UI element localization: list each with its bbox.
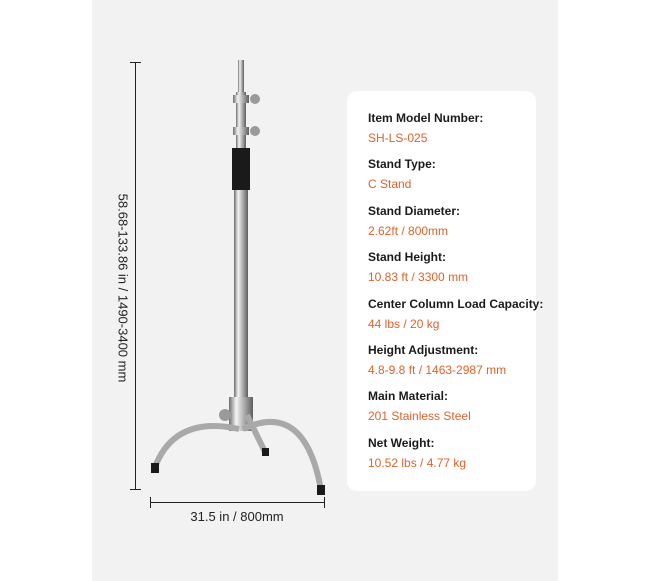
spec-height-adjustment — [368, 343, 506, 378]
spec-value: C Stand — [368, 177, 412, 191]
spec-net-weight — [368, 436, 466, 471]
spec-model-number — [368, 111, 483, 146]
spec-label: Net Weight: — [368, 436, 435, 450]
c-stand-image — [145, 55, 345, 505]
spec-label: Item Model Number: — [368, 111, 484, 125]
spec-stand-type — [368, 157, 436, 192]
height-dimension-tick-top — [130, 62, 141, 63]
spec-value: 201 Stainless Steel — [368, 409, 471, 423]
spec-value: 2.62ft / 800mm — [368, 224, 449, 238]
spec-value: 10.52 lbs / 4.77 kg — [368, 456, 467, 470]
spec-label: Stand Type: — [368, 157, 436, 171]
width-dimension-tick-left — [150, 497, 151, 508]
spec-card — [347, 91, 544, 491]
spec-label: Stand Diameter: — [368, 204, 461, 218]
width-dimension-tick-right — [324, 497, 325, 508]
spec-label: Stand Height: — [368, 250, 446, 264]
spec-value: 44 lbs / 20 kg — [368, 317, 440, 331]
height-dimension-tick-bottom — [130, 489, 141, 490]
height-dimension-label: 58.68-133.86 in / 1490-3400 mm — [115, 193, 131, 383]
spec-label: Main Material: — [368, 389, 449, 403]
spec-load-capacity — [368, 297, 543, 332]
width-dimension-label: 31.5 in / 800mm — [190, 509, 284, 524]
spec-stand-height — [368, 250, 468, 285]
spec-stand-diameter — [368, 204, 460, 239]
spec-label: Height Adjustment: — [368, 343, 479, 357]
width-dimension-line — [150, 502, 325, 503]
spec-label: Center Column Load Capacity: — [368, 297, 544, 311]
spec-value: 4.8-9.8 ft / 1463-2987 mm — [368, 363, 507, 377]
spec-value: 10.83 ft / 3300 mm — [368, 270, 469, 284]
spec-main-material — [368, 389, 471, 424]
height-dimension-line — [135, 62, 136, 490]
spec-value: SH-LS-025 — [368, 131, 428, 145]
